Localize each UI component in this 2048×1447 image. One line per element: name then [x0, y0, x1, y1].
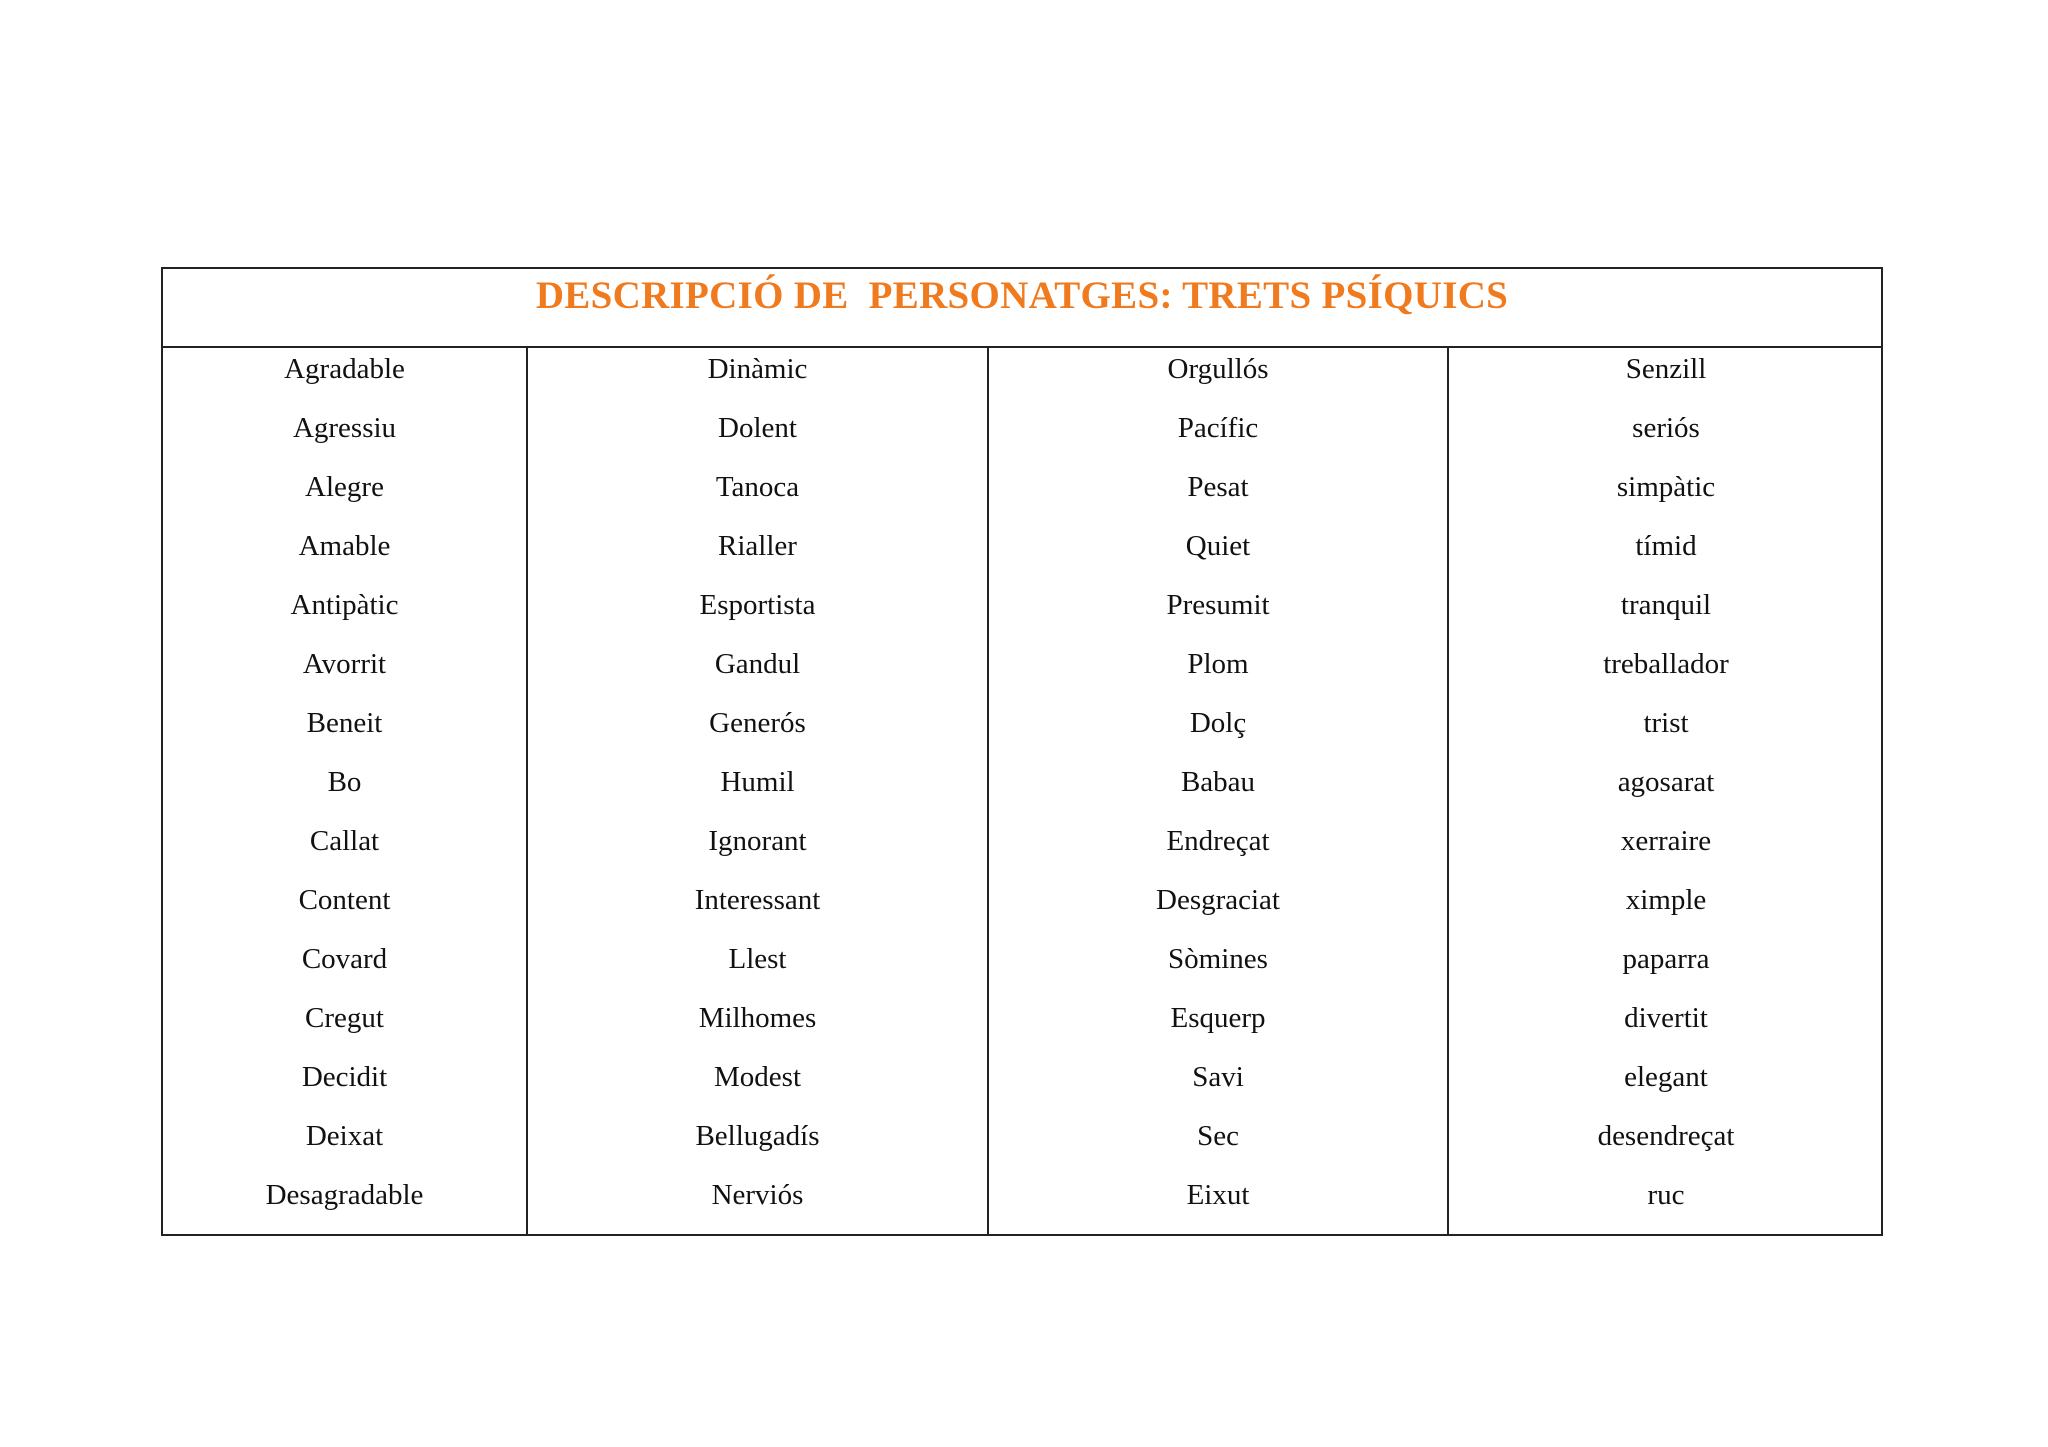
table-cell-word: Bo — [327, 766, 362, 798]
table-cell-word: Ignorant — [708, 825, 807, 857]
table-cell-word: Nerviós — [711, 1179, 804, 1211]
table-cell-word: Presumit — [1166, 589, 1270, 621]
table-cell-word: Dinàmic — [707, 353, 808, 385]
table-body — [163, 348, 1881, 1234]
table-cell-word: Eixut — [1186, 1179, 1250, 1211]
table-column-3 — [987, 348, 1447, 1234]
table-cell-word: Milhomes — [698, 1002, 817, 1034]
table-cell-word: Desagradable — [265, 1179, 424, 1211]
table-cell-word: Rialler — [718, 530, 797, 562]
table-cell-word: agosarat — [1617, 766, 1715, 798]
table-cell-word: Orgullós — [1167, 353, 1269, 385]
table-column-4 — [1447, 348, 1883, 1234]
table-cell-word: Deixat — [305, 1120, 384, 1152]
page-title: DESCRIPCIÓ DE PERSONATGES: TRETS PSÍQUICS — [535, 274, 1509, 317]
table-cell-word: Sec — [1197, 1120, 1239, 1152]
table-cell-word: paparra — [1622, 943, 1710, 975]
table-column-2 — [526, 348, 987, 1234]
table-cell-word: Humil — [720, 766, 795, 798]
table-cell-word: Cregut — [305, 1002, 384, 1034]
table-cell-word: Modest — [714, 1061, 801, 1093]
table-cell-word: Pesat — [1187, 471, 1249, 503]
table-cell-word: Beneit — [306, 707, 383, 739]
table-cell-word: Pacífic — [1177, 412, 1259, 444]
table-cell-word: divertit — [1624, 1002, 1708, 1034]
table-cell-word: Endreçat — [1166, 825, 1270, 857]
table-cell-word: Savi — [1192, 1061, 1244, 1093]
table-cell-word: Alegre — [305, 471, 384, 503]
table-cell-word: Gandul — [714, 648, 801, 680]
table-cell-word: Llest — [728, 943, 787, 975]
table-cell-word: Covard — [301, 943, 388, 975]
table-cell-word: Callat — [309, 825, 380, 857]
table-cell-word: Agradable — [284, 353, 405, 385]
table-cell-word: simpàtic — [1616, 471, 1716, 503]
table-cell-word: Babau — [1180, 766, 1256, 798]
table-cell-word: Esquerp — [1170, 1002, 1266, 1034]
table-cell-word: Content — [298, 884, 391, 916]
table-cell-word: seriós — [1632, 412, 1700, 444]
table-cell-word: desendreçat — [1597, 1120, 1735, 1152]
table-cell-word: Amable — [298, 530, 391, 562]
table-cell-word: Decidit — [301, 1061, 388, 1093]
table-cell-word: ximple — [1625, 884, 1707, 916]
vocabulary-table — [161, 267, 1883, 1236]
table-cell-word: Senzill — [1625, 353, 1707, 385]
table-cell-word: Tanoca — [715, 471, 800, 503]
table-cell-word: Antipàtic — [290, 589, 399, 621]
table-cell-word: treballador — [1603, 648, 1729, 680]
table-cell-word: tímid — [1635, 530, 1697, 562]
table-cell-word: tranquil — [1620, 589, 1712, 621]
table-cell-word: Dolent — [718, 412, 797, 444]
table-cell-word: trist — [1643, 707, 1689, 739]
table-cell-word: Bellugadís — [695, 1120, 820, 1152]
table-cell-word: Avorrit — [302, 648, 387, 680]
table-cell-word: elegant — [1624, 1061, 1708, 1093]
table-title-row — [163, 269, 1881, 348]
table-cell-word: Sòmines — [1168, 943, 1268, 975]
table-column-1 — [163, 348, 526, 1234]
table-cell-word: Agressiu — [292, 412, 397, 444]
table-cell-word: xerraire — [1620, 825, 1712, 857]
table-cell-word: Interessant — [694, 884, 821, 916]
table-cell-word: Generós — [709, 707, 806, 739]
table-cell-word: Esportista — [699, 589, 816, 621]
table-cell-word: ruc — [1647, 1179, 1685, 1211]
table-cell-word: Dolç — [1189, 707, 1247, 739]
table-cell-word: Desgraciat — [1156, 884, 1280, 916]
table-cell-word: Plom — [1187, 648, 1249, 680]
table-cell-word: Quiet — [1185, 530, 1251, 562]
